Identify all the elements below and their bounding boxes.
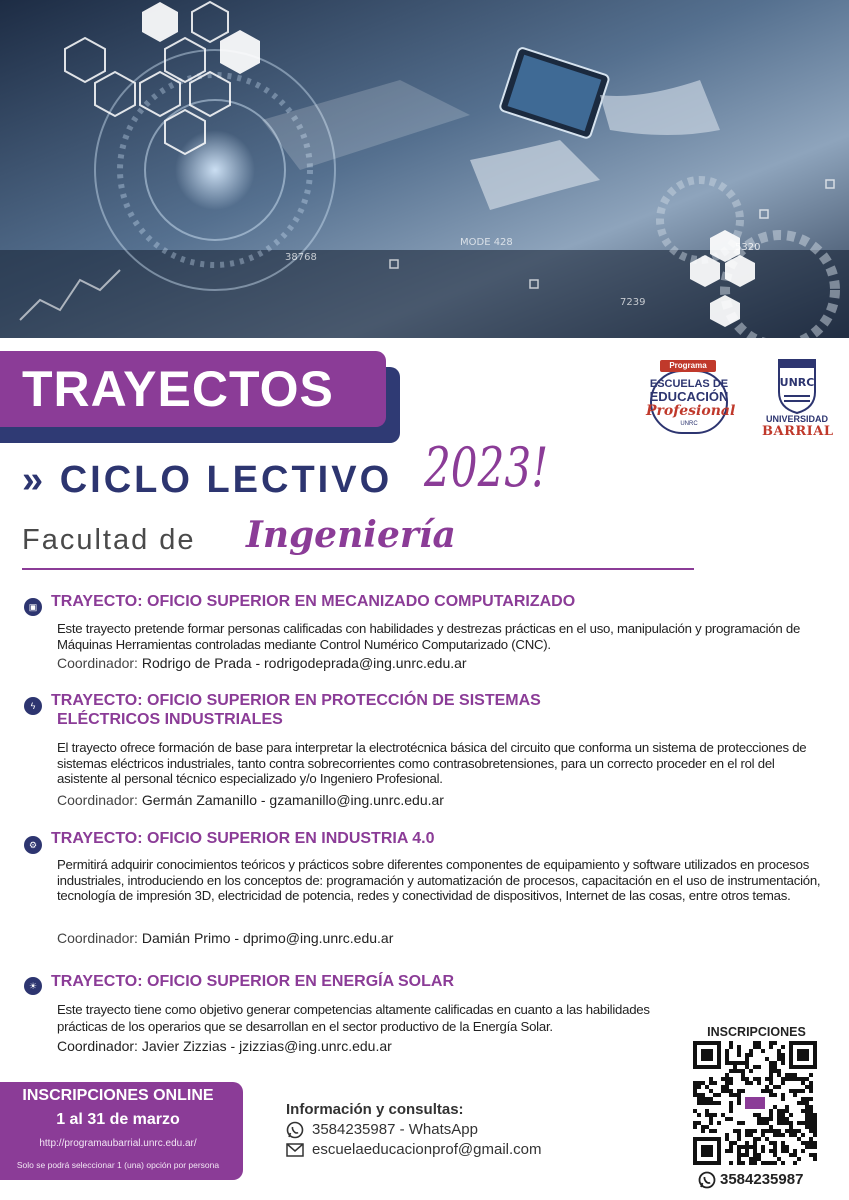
registration-link[interactable]: http://programaubarrial.unrc.edu.ar/	[39, 1138, 197, 1149]
whatsapp-icon	[286, 1121, 304, 1139]
cycle-year: 2023!	[424, 436, 549, 499]
section-title-line2: ELÉCTRICOS INDUSTRIALES	[57, 711, 283, 728]
programa-escuelas-logo	[646, 360, 736, 436]
qr-phone[interactable]: 3584235987	[720, 1171, 804, 1188]
logo-line3: Profesional	[646, 403, 736, 419]
cycle-subtitle: » CICLO LECTIVO	[22, 459, 393, 501]
coordinator-label: Coordinador:	[57, 792, 138, 808]
coordinator-contact: Damián Primo - dprimo@ing.unrc.edu.ar	[141, 930, 394, 946]
whatsapp-icon	[698, 1171, 716, 1189]
registration-title: INSCRIPCIONES ONLINE	[22, 1087, 214, 1104]
qr-code[interactable]	[693, 1041, 817, 1165]
svg-text:UNRC: UNRC	[779, 376, 815, 389]
svg-text:7239: 7239	[620, 297, 646, 308]
coordinator-contact: Javier Zizzias - jzizzias@ing.unrc.edu.ar	[141, 1038, 392, 1054]
coordinator-label: Coordinador:	[57, 930, 138, 946]
cnc-icon: ▣	[24, 598, 42, 616]
unrc-logo	[762, 358, 832, 440]
coordinator-label: Coordinador:	[57, 1038, 138, 1054]
hero-image	[0, 0, 849, 338]
logo-line1: ESCUELAS DE	[649, 378, 729, 390]
section-body-line1: Este trayecto tiene como objetivo generar competencias altamente calificadas en cuanto a las habilidades	[57, 1002, 650, 1017]
svg-text:5320: 5320	[735, 242, 761, 253]
logo-line4: UNRC	[680, 421, 698, 427]
logo-tag: Programa	[660, 360, 716, 372]
solar-panel-icon: ☀	[24, 977, 42, 995]
section-title: TRAYECTO: OFICIO SUPERIOR EN MECANIZADO COMPUTARIZADO	[51, 593, 576, 610]
unrc-line1: UNIVERSIDAD	[765, 414, 828, 424]
unrc-line2: BARRIAL	[762, 424, 834, 439]
section-title: TRAYECTO: OFICIO SUPERIOR EN ENERGÍA SOLAR	[51, 973, 455, 990]
lightning-icon: ϟ	[24, 697, 42, 715]
contact-phone[interactable]: 3584235987 - WhatsApp	[312, 1121, 478, 1138]
section-coordinator	[57, 791, 444, 809]
mail-icon	[286, 1143, 304, 1157]
section-coordinator	[57, 1037, 392, 1055]
divider	[22, 568, 694, 570]
unrc-shield-icon	[762, 358, 832, 414]
page-title: TRAYECTOS	[22, 361, 334, 417]
qr-title: INSCRIPCIONES	[707, 1025, 806, 1039]
section-coordinator	[57, 654, 467, 672]
coordinator-label: Coordinador:	[57, 655, 138, 671]
contact-title: Información y consultas:	[286, 1101, 464, 1118]
faculty-prefix: Facultad de	[22, 524, 196, 556]
section-coordinator	[57, 929, 393, 947]
coordinator-contact: Rodrigo de Prada - rodrigodeprada@ing.unrc.edu.ar	[141, 655, 467, 671]
section-title-line1: TRAYECTO: OFICIO SUPERIOR EN PROTECCIÓN DE SISTEMAS	[51, 692, 541, 709]
faculty-name: Ingeniería	[246, 514, 456, 556]
coordinator-contact: Germán Zamanillo - gzamanillo@ing.unrc.edu.ar	[141, 792, 444, 808]
section-body: El trayecto ofrece formación de base para interpretar la electrotécnica básica del circuito que conforma un sistema de protecciones de sistemas eléctricos industriales, tanto contra sobrecorrientes como contrasobretensiones, para un correcto proceder en el rol del asistente al personal técnico especializado y/o Ingeniero Profesional.	[57, 740, 807, 786]
network-icon: ⚙	[24, 836, 42, 854]
registration-note: Solo se podrá seleccionar 1 (una) opción por persona	[16, 1160, 220, 1170]
logo-line2: EDUCACIÓN	[649, 389, 729, 404]
contact-email[interactable]: escuelaeducacionprof@gmail.com	[312, 1141, 542, 1158]
registration-dates: 1 al 31 de marzo	[56, 1111, 180, 1128]
svg-text:MODE 428: MODE 428	[460, 237, 513, 248]
section-title: TRAYECTO: OFICIO SUPERIOR EN INDUSTRIA 4.0	[51, 830, 435, 847]
svg-text:38768: 38768	[285, 252, 317, 263]
section-body: Este trayecto pretende formar personas calificadas con habilidades y destrezas prácticas en el uso, manipulación y programación de Máquinas Herramientas controladas mediante Control Numérico Computarizado (CNC).	[57, 621, 801, 652]
section-body: Permitirá adquirir conocimientos teóricos y prácticos sobre diferentes componentes de equipamiento y software utilizados en procesos industriales, introduciendo en los conceptos de: programación y automatización de procesos, capacitación en el uso de instrumentación, tecnología de impresión 3D, electricidad de potencia, redes y conectividad de dispositivos, Internet de las cosas, entre otros temas.	[57, 857, 821, 903]
section-body-line2: prácticas de los operarios que se desarrollan en el sector productivo de la Energía Solar.	[57, 1019, 553, 1034]
